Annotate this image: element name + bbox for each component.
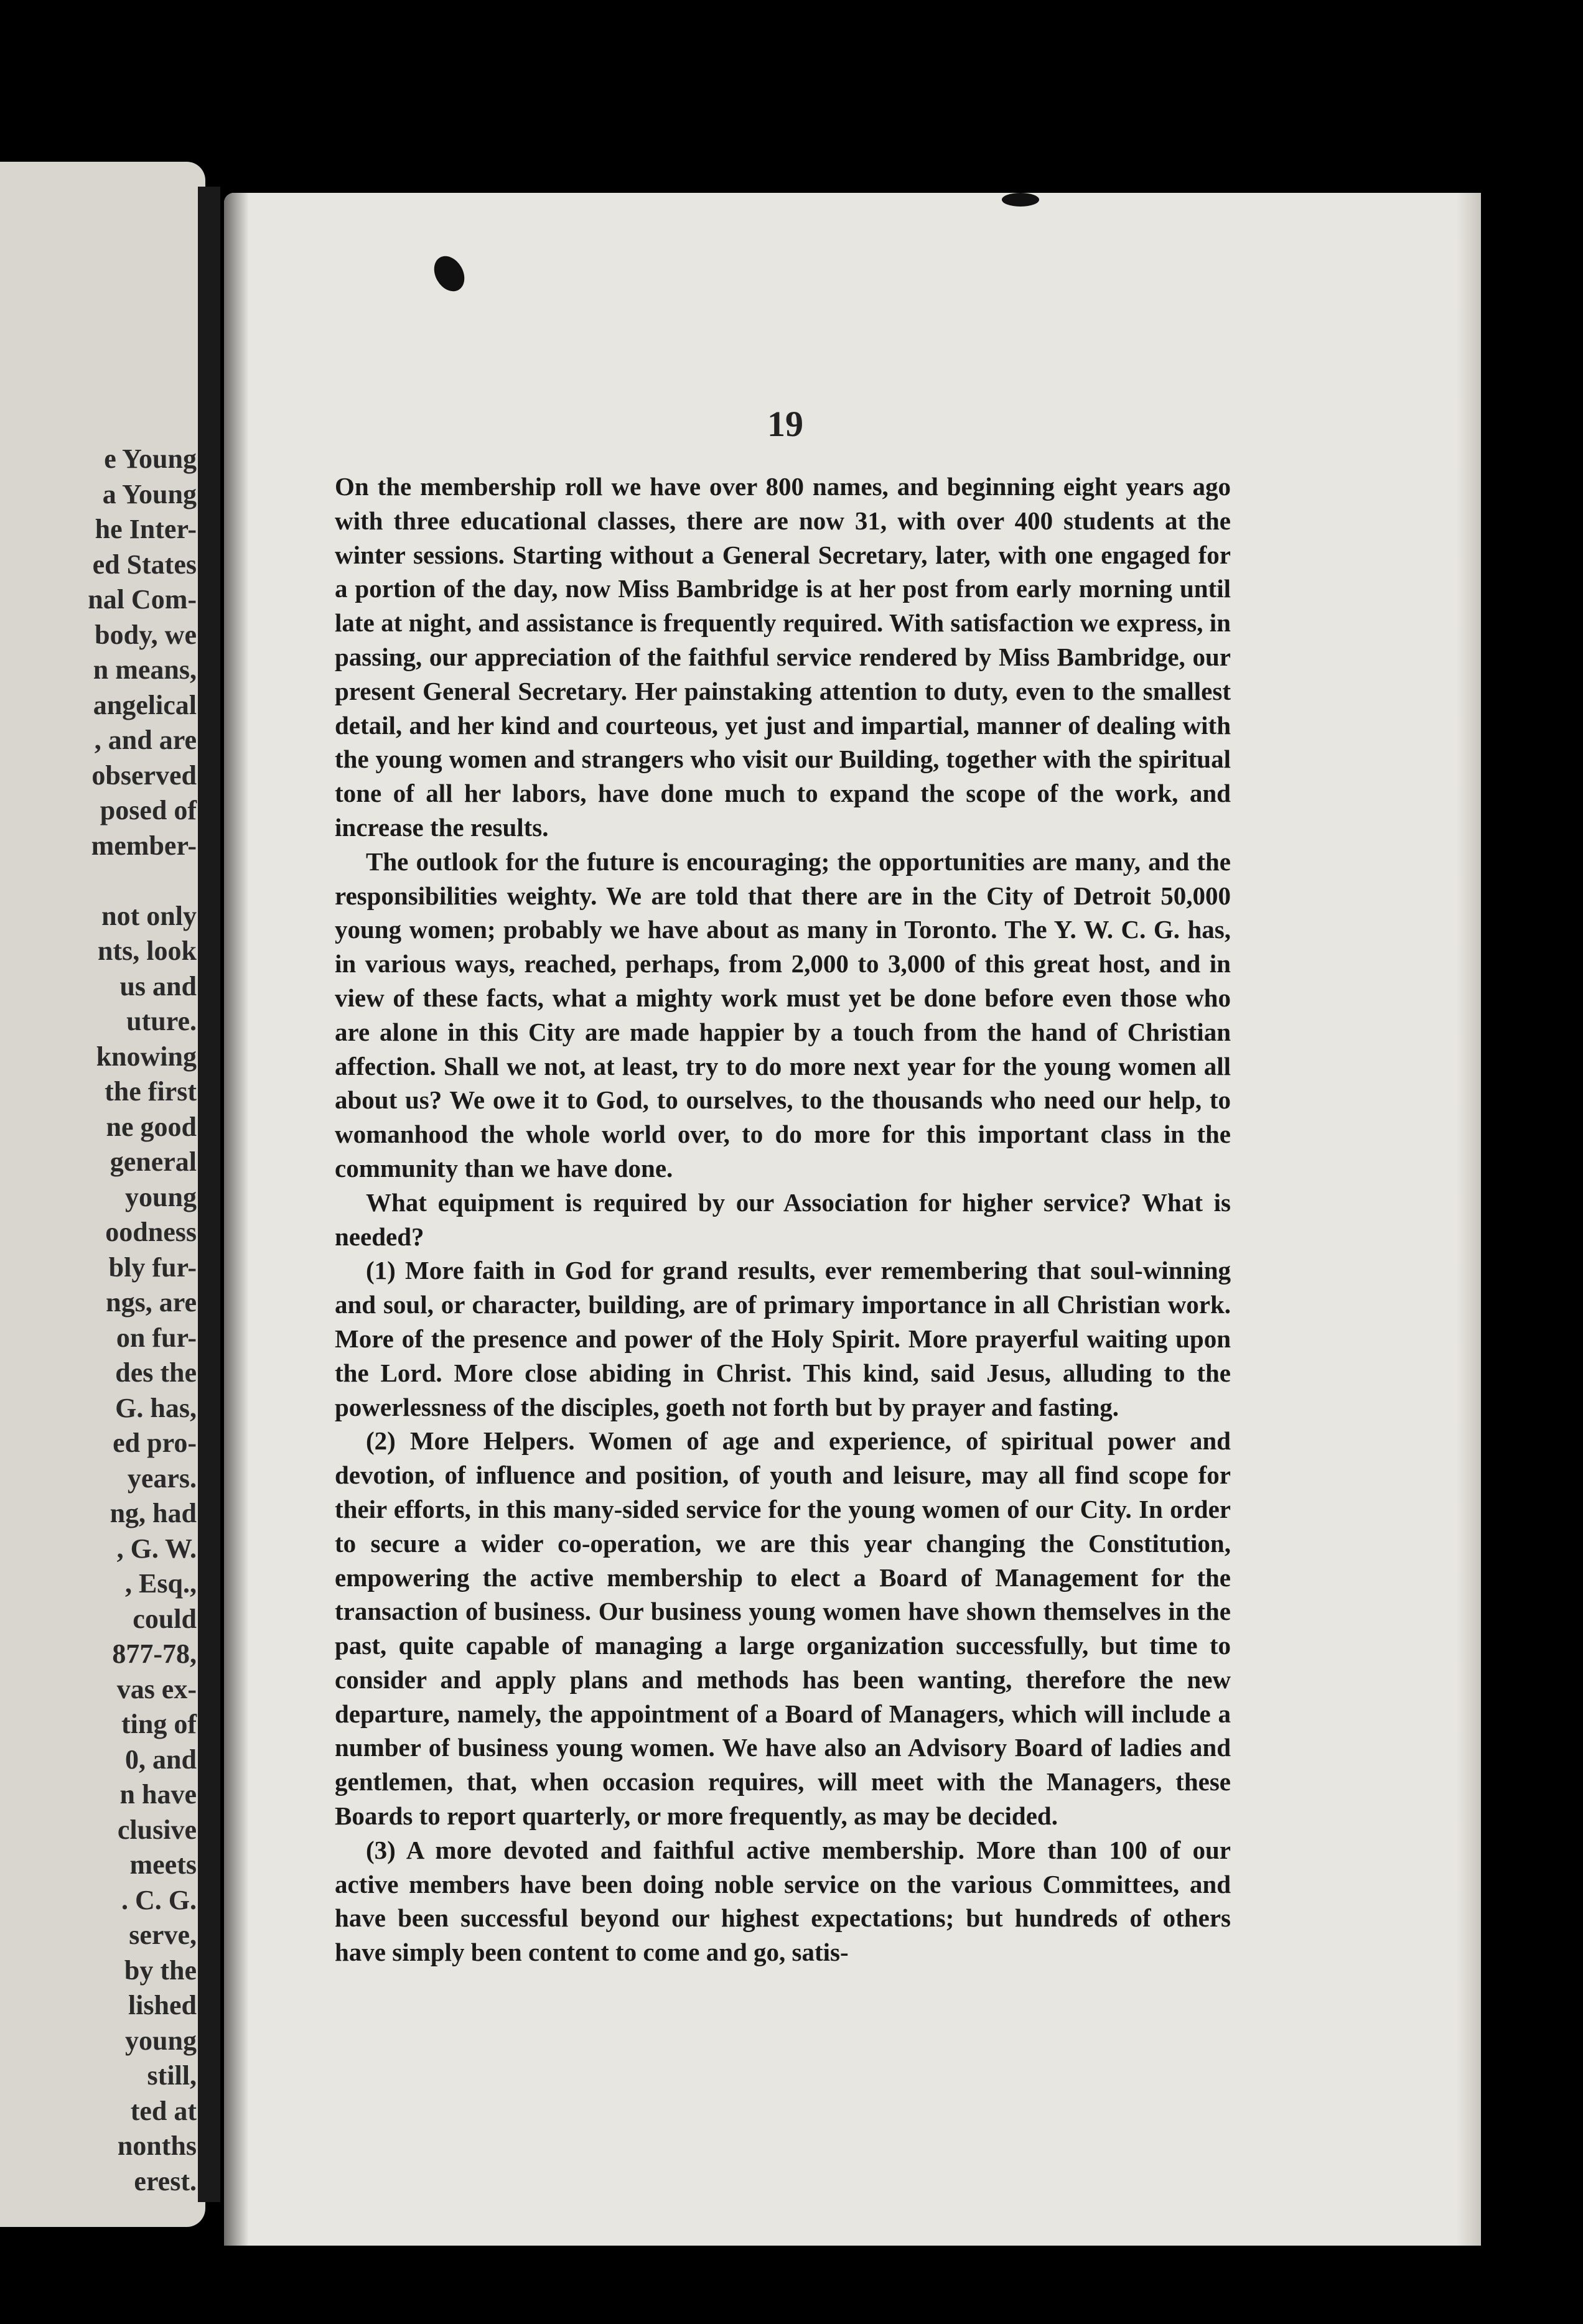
left-page-line: us and — [119, 970, 197, 1002]
left-page-line: lished — [128, 1990, 197, 2020]
paragraph-6: (3) A more devoted and faithful active membership. More than 100 of our active members have been doing noble service on the various Committees, and have been successful beyond our highest expectations; but hundreds of others have simply been content to come and go, satis- — [335, 1835, 1231, 1967]
left-page-line: ngs, are — [106, 1287, 197, 1318]
left-page-line: n have — [119, 1779, 197, 1810]
left-page-line: meets — [129, 1849, 197, 1880]
book-gutter — [198, 187, 220, 2202]
paragraph-3: What equipment is required by our Association for higher service? What is needed? — [335, 1188, 1231, 1251]
left-page-line: ed pro- — [113, 1428, 197, 1458]
left-page-line: member- — [91, 830, 197, 861]
page-number: 19 — [767, 404, 803, 444]
left-page-line: oodness — [105, 1217, 197, 1247]
left-page-line: nts, look — [98, 936, 197, 966]
paragraph-2: The outlook for the future is encouraging; the opportunities are many, and the responsibilities weighty. We are told that there are in the City of Detroit 50,000 young women; probably we have about as many in Toronto. The Y. W. C. G. has, in various ways, reached, perhaps, from 2,000 to 3,000 of this great host, and in view of these facts, what a mighty work must yet be done before even those who are alone in this City are made happier by a touch from the hand of Christian affection. Shall we not, at least, try to do more next year for the young women all about us? We owe it to God, to ourselves, to the thousands who need our help, to womanhood the whole world over, to do more for this important class in the community than we have done. — [335, 847, 1231, 1183]
left-page-line: G. has, — [115, 1392, 197, 1423]
left-page-line: ng, had — [110, 1498, 197, 1528]
left-page-line: by the — [124, 1954, 197, 1986]
paragraph-4: (1) More faith in God for grand results, ever remembering that soul-winning and soul, or character, building, are of primary importance in all Christian work. More of the presence and power of the Holy Spirit. More prayerful waiting upon the Lord. More close abiding in Christ. This kind, said Jesus, alluding to the powerlessness of the disciples, goeth not forth but by prayer and fasting. — [335, 1256, 1231, 1421]
left-page-line: knowing — [96, 1041, 197, 1072]
left-page-line: 877-78, — [112, 1638, 197, 1669]
left-page-line: erest. — [134, 2165, 197, 2196]
left-page-line: observed — [91, 760, 197, 791]
left-page-line: 0, and — [125, 1744, 197, 1775]
left-page-line: on fur- — [116, 1322, 197, 1353]
left-page-line: , and are — [94, 725, 197, 755]
left-page-line: nal Com- — [88, 584, 197, 615]
left-page-line: nonths — [117, 2131, 197, 2161]
left-page-line: posed of — [100, 795, 197, 825]
left-page-line: ne good — [106, 1111, 197, 1142]
left-page-line: angelical — [93, 689, 197, 720]
left-page-line: , G. W. — [116, 1533, 197, 1564]
spine-shadow — [224, 193, 249, 2246]
left-page-line: clusive — [117, 1814, 197, 1845]
left-page-line: not only — [101, 900, 197, 931]
paragraph-1: On the membership roll we have over 800 names, and beginning eight years ago with three educational classes, there are now 31, with over 400 students at the winter sessions. Starting without a General Secretary, later, with one engaged for a portion of the day, now Miss Bambridge is at her post from early morning until late at night, and assistance is frequently required. With satisfaction we express, in passing, our appreciation of the faithful service rendered by Miss Bambridge, our present General Secretary. Her painstaking attention to duty, even to the smallest detail, and her kind and courteous, yet just and impartial, manner of dealing with the young women and strangers who visit our Building, together with the spiritual tone of all her labors, have done much to expand the scope of the work, and increase the results. — [335, 472, 1231, 842]
left-page-line: the first — [105, 1076, 197, 1107]
left-page-line: . C. G. — [121, 1884, 197, 1915]
left-page-line: years. — [127, 1462, 197, 1494]
left-page-line: could — [133, 1603, 197, 1634]
left-page-line: ting of — [121, 1709, 197, 1739]
left-page-line: uture. — [126, 1006, 197, 1036]
ink-smudge — [1002, 193, 1039, 207]
left-page-line: general — [110, 1146, 197, 1177]
left-page-line: still, — [147, 2060, 197, 2091]
body-text — [335, 470, 1231, 1969]
ink-smudge — [428, 251, 470, 297]
left-page-line: n means, — [93, 654, 197, 685]
left-page-line: ed States — [92, 549, 197, 580]
left-page-line: vas ex- — [116, 1673, 197, 1704]
left-page-line: bly fur- — [108, 1252, 197, 1283]
left-page-line: , Esq., — [125, 1568, 197, 1599]
left-page-line: young — [125, 2025, 197, 2056]
left-page-text-column — [88, 442, 197, 2199]
left-page-line: serve, — [129, 1920, 197, 1950]
page-edge-shadow — [1456, 193, 1481, 2246]
left-page-line — [88, 863, 197, 899]
left-page-line: e Young — [104, 444, 197, 474]
left-page-line: he Inter- — [95, 514, 197, 544]
left-page-line: body, we — [95, 619, 197, 650]
paragraph-5: (2) More Helpers. Women of age and experience, of spiritual power and devotion, of influence and position, of youth and leisure, may all find scope for their efforts, in this many-sided service for the young women of our City. In order to secure a wider co-operation, we are this year changing the Constitution, empowering the active membership to elect a Board of Management for the transaction of business. Our business young women have shown themselves in the past, quite capable of managing a large organization successfully, but time to consider and apply plans and methods has been wanting, therefore the new departure, namely, the appointment of a Board of Managers, which will include a number of business young women. We have also an Advisory Board of ladies and gentlemen, that, when occasion requires, will meet with the Managers, these Boards to report quarterly, or more frequently, as may be decided. — [335, 1426, 1231, 1831]
left-page-line: young — [125, 1181, 197, 1212]
left-page-line: des the — [115, 1357, 197, 1388]
left-page — [0, 162, 205, 2227]
left-page-line: ted at — [130, 2095, 197, 2126]
left-page-line: a Young — [102, 478, 197, 509]
